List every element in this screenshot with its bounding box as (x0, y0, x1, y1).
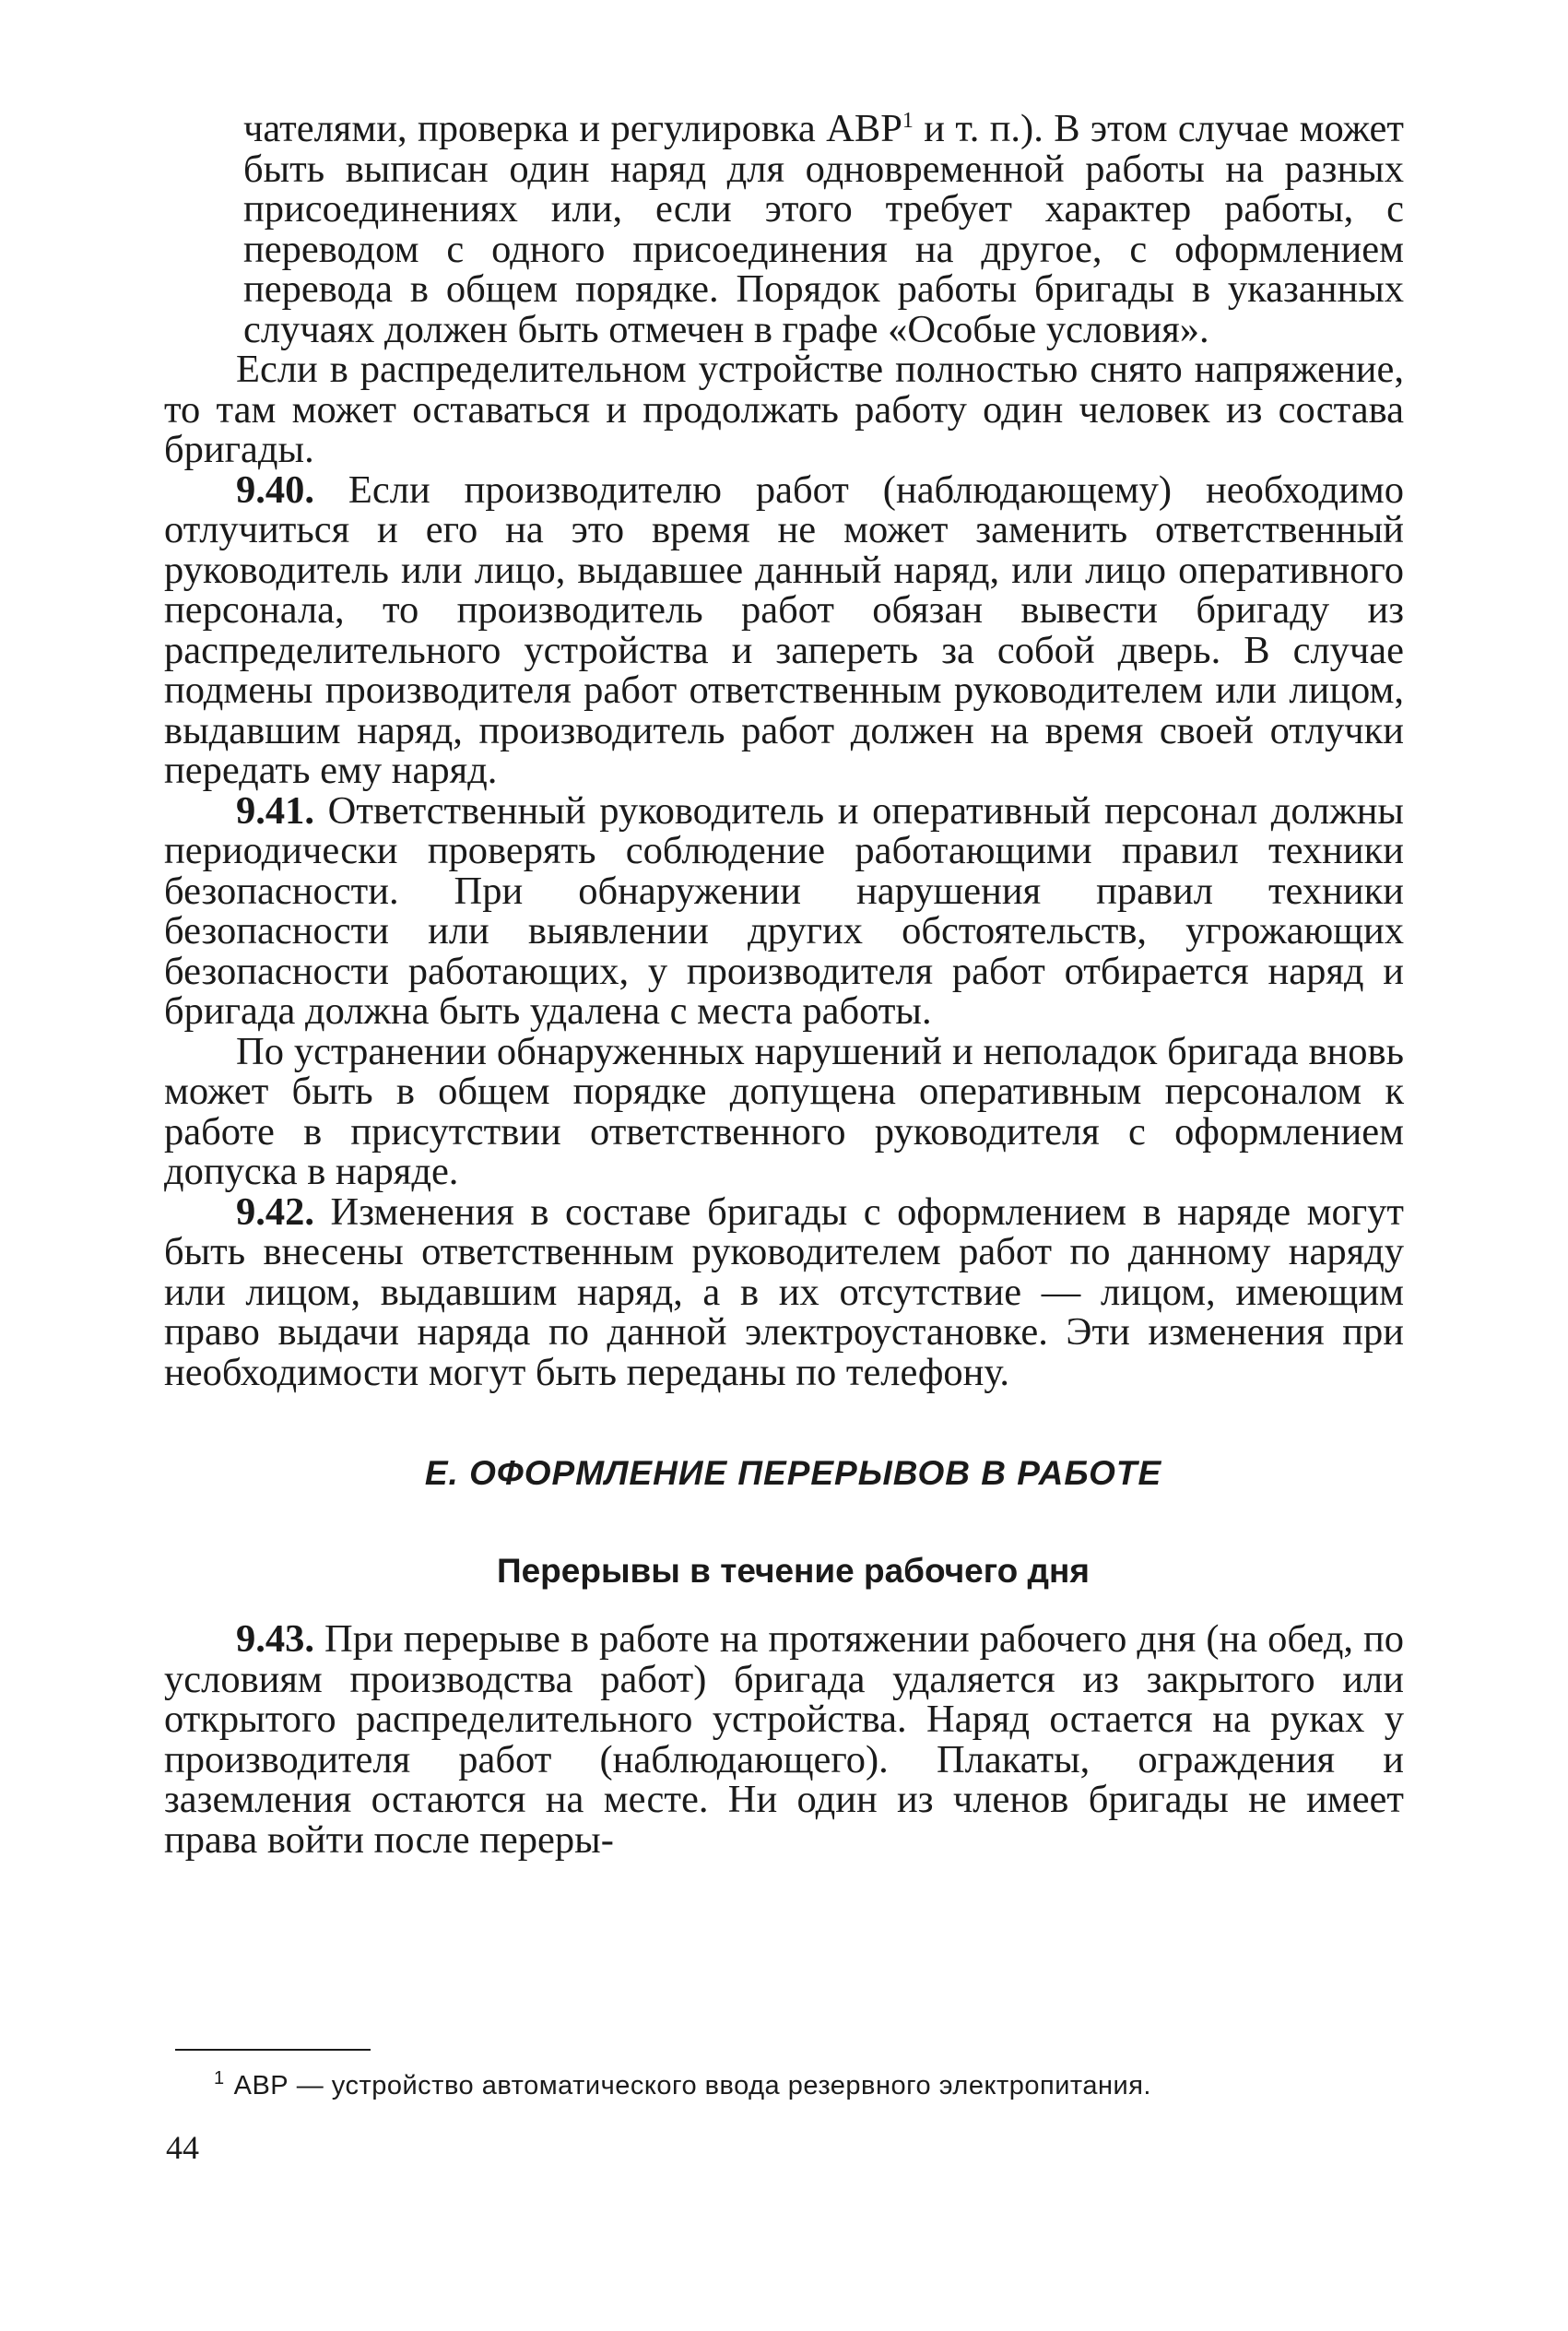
paragraph-text: Изменения в составе бригады с оформлением в наряде могут быть внесены ответственным руководителем работ по данному наряду или лицом, выдавшим наряд, а в их отсутствие — лицом, имеющим право выдачи наряда по данной электроустановке. Эти изменения при необходимости могут быть переданы по телефону. (164, 1189, 1404, 1394)
footnote-divider (175, 2049, 371, 2051)
paragraph-continuation (164, 109, 1404, 349)
page-body (164, 109, 1404, 1860)
paragraph-text: и т. п.). В этом случае может быть выписан один наряд для одновременной работы на разных присоединениях или, если этого требует характер работы, с переводом с одного присоединения на другое, с оформлением перевода в общем порядке. Порядок работы бригады в указанных случаях должен быть отмечен в графе «Особые условия». (243, 107, 1404, 351)
clause-number: 9.42. (236, 1189, 314, 1234)
footnote-reference: 1 (902, 108, 914, 133)
section-title: Е. ОФОРМЛЕНИЕ ПЕРЕРЫВОВ В РАБОТЕ (424, 1454, 1162, 1492)
paragraph-9-41 (164, 788, 1404, 1033)
clause-number: 9.41. (236, 788, 314, 833)
subsection-title: Перерывы в течение рабочего дня (497, 1552, 1090, 1590)
paragraph-text: Ответственный руководитель и оперативный персонал должны периодически проверять соблюдение работающими правил техники безопасности. При обнаружении нарушения правил техники безопасности или выявлении других обстоятельств, угрожающих безопасности работающих, у производителя работ отбирается наряд и бригада должна быть удалена с места работы. (164, 788, 1404, 1033)
clause-number: 9.40. (236, 467, 314, 512)
paragraph-text: При перерыве в работе на протяжении рабочего дня (на обед, по условиям производства работ) бригада удаляется из закрытого или открытого распределительного устройства. Наряд остается на руках у производителя работ (наблюдающего). Плакаты, ограждения и заземления остаются на месте. Ни один из членов бригады не имеет права войти после переры- (164, 1617, 1404, 1862)
paragraph-text: чателями, проверка и регулировка АВР (243, 107, 902, 150)
paragraph-9-42 (164, 1189, 1404, 1394)
paragraph-9-40 (164, 467, 1404, 792)
clause-number: 9.43. (236, 1617, 314, 1661)
paragraph-9-43 (164, 1619, 1404, 1860)
footnote (214, 2069, 1412, 2102)
footnote-text: АВР — устройство автоматического ввода резервного электропитания. (233, 2071, 1151, 2100)
page-number: 44 (166, 2129, 199, 2166)
footnote-mark: 1 (214, 2068, 225, 2089)
paragraph: Если в распределительном устройстве полностью снято напряжение, то там может оставаться и продолжать работу один человек из состава бригады. (164, 348, 1404, 471)
paragraph: По устранении обнаруженных нарушений и неполадок бригада вновь может быть в общем порядке допущена оперативным персоналом к работе в присутствии ответственного руководителя с оформлением допуска в наряде. (164, 1029, 1404, 1193)
paragraph-text: Если производителю работ (наблюдающему) необходимо отлучиться и его на это время не может заменить ответственный руководитель или лицо, выдавшее данный наряд, или лицо оперативного персонала, то производитель работ обязан вывести бригаду из распределительного устройства и запереть за собой дверь. В случае подмены производителя работ ответственным руководителем или лицом, выдавшим наряд, производитель работ должен на время своей отлучки передать ему наряд. (164, 467, 1404, 792)
